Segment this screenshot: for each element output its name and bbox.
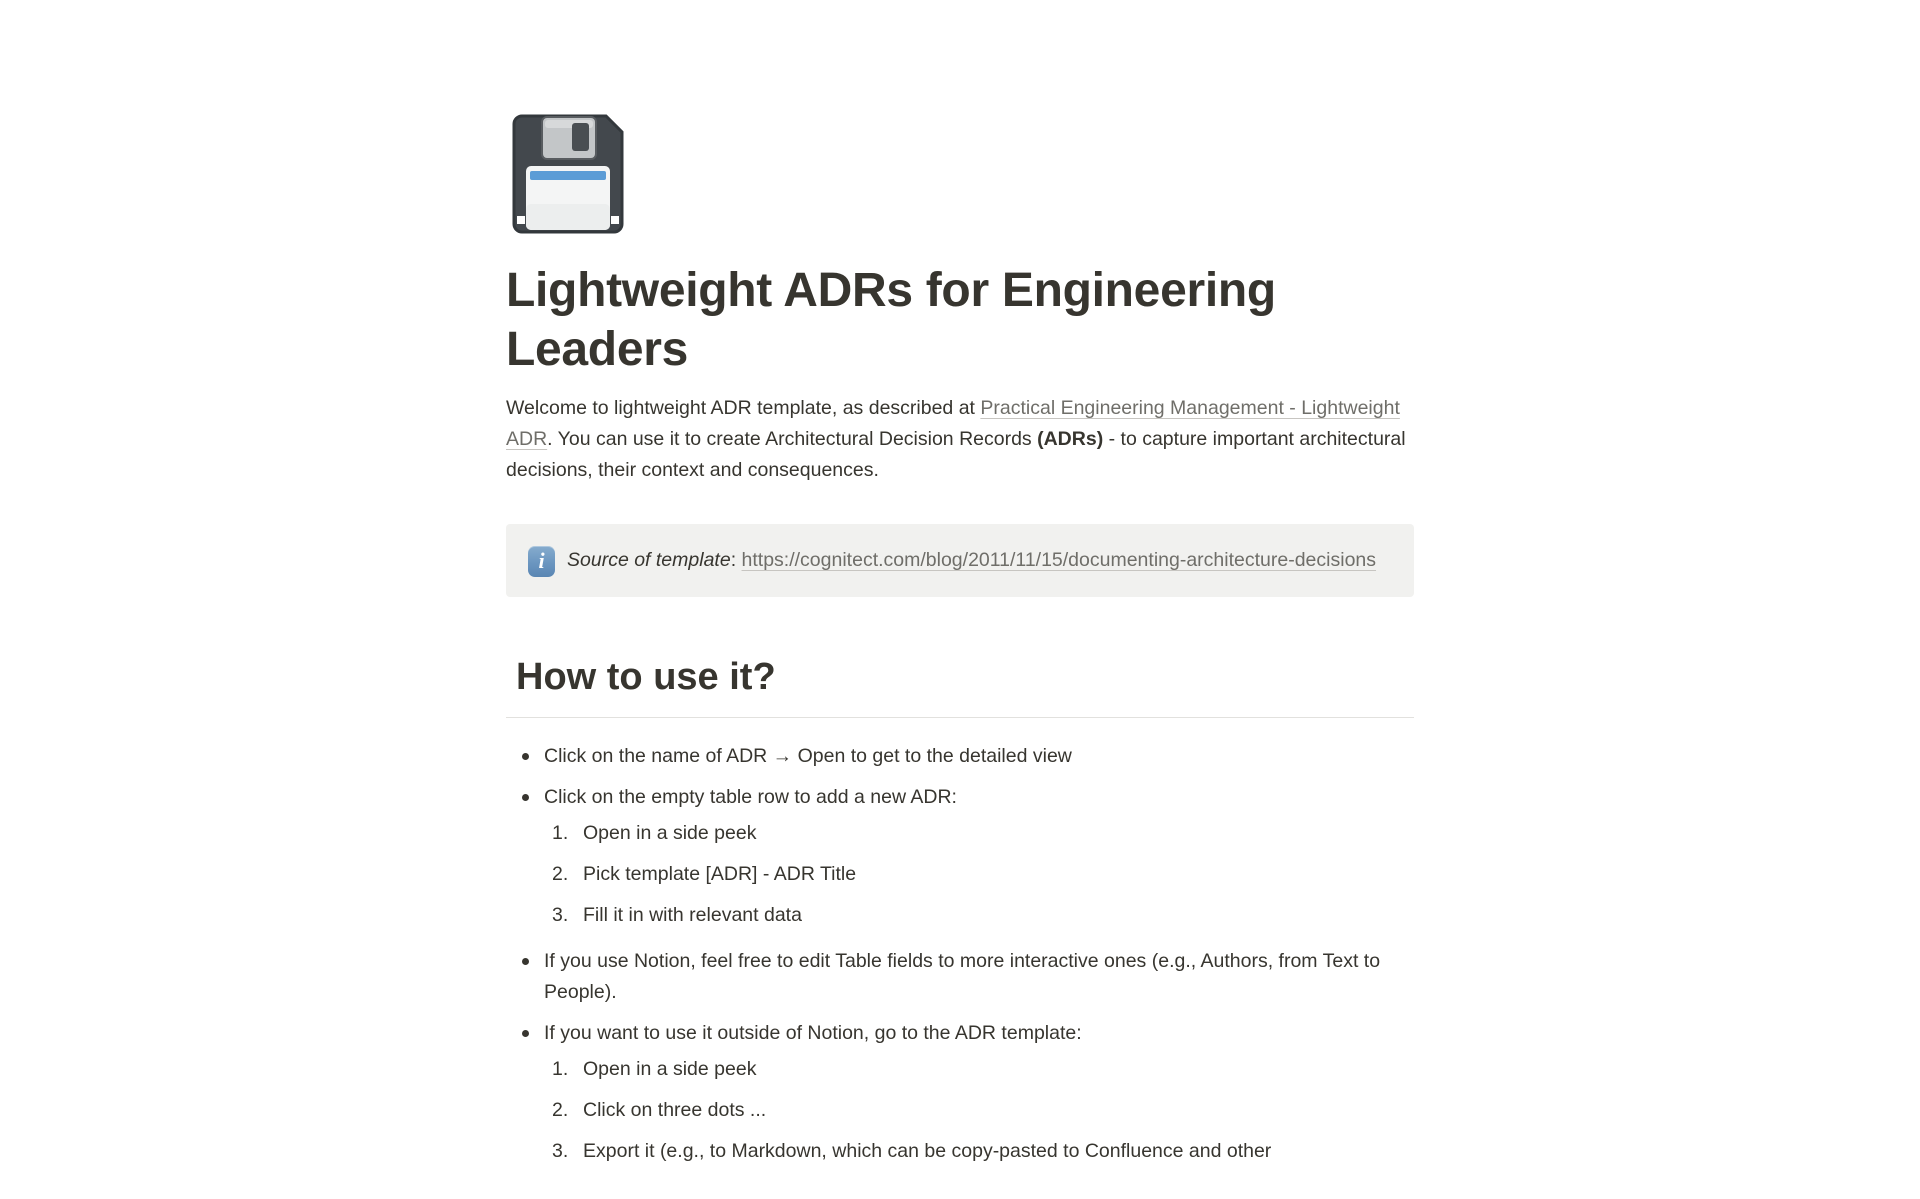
step-item bbox=[544, 1090, 1414, 1131]
step-item bbox=[544, 1131, 1414, 1172]
step-item-text: Fill it in with relevant data bbox=[583, 904, 802, 927]
step-item bbox=[544, 895, 1414, 936]
page-icon-floppy-disk[interactable] bbox=[512, 114, 624, 234]
page-title: Lightweight ADRs for Engineering Leaders bbox=[506, 264, 1276, 376]
section-heading-how-to-use-it: How to use it? bbox=[516, 656, 776, 699]
step-item bbox=[544, 854, 1414, 895]
information-icon bbox=[528, 546, 555, 577]
step-item-text: Open in a side peek bbox=[583, 1058, 757, 1081]
list-item-text: If you want to use it outside of Notion, go to the ADR template: bbox=[544, 1022, 1082, 1045]
numbered-steps bbox=[544, 813, 1414, 936]
list-item bbox=[506, 1013, 1414, 1177]
callout-text bbox=[567, 544, 1376, 577]
step-item-text: Pick template [ADR] - ADR Title bbox=[583, 863, 857, 886]
callout-colon: : bbox=[730, 549, 742, 572]
intro-paragraph bbox=[506, 393, 1414, 486]
intro-text-1: Welcome to lightweight ADR template, as described at bbox=[506, 397, 981, 420]
how-to-list bbox=[506, 736, 1414, 1177]
numbered-steps bbox=[544, 1049, 1414, 1172]
notion-page bbox=[506, 114, 1414, 1177]
step-item-text: Export it (e.g., to Markdown, which can be copy-pasted to Confluence and other bbox=[583, 1140, 1272, 1163]
list-item-text: Click on the empty table row to add a new ADR: bbox=[544, 786, 957, 809]
step-item bbox=[544, 813, 1414, 854]
step-item-text: Open in a side peek bbox=[583, 822, 757, 845]
information-icon-glyph: i bbox=[538, 547, 545, 573]
callout-label: Source of template bbox=[567, 549, 731, 572]
list-item bbox=[506, 736, 1414, 777]
floppy-disk-icon bbox=[512, 114, 624, 234]
callout-source-link[interactable]: https://cognitect.com/blog/2011/11/15/documenting-architecture-decisions bbox=[741, 549, 1377, 572]
step-item bbox=[544, 1049, 1414, 1090]
list-item-text: Click on the name of ADR → Open to get to the detailed view bbox=[544, 745, 1072, 768]
step-item-text: Click on three dots ... bbox=[583, 1099, 767, 1122]
list-item bbox=[506, 941, 1414, 1013]
intro-text-3: - to capture important architectural decisions, their context and consequences. bbox=[506, 428, 1406, 482]
divider bbox=[506, 717, 1414, 718]
source-callout bbox=[506, 524, 1414, 597]
list-item-text: If you use Notion, feel free to edit Table fields to more interactive ones (e.g., Authors, from Text to People). bbox=[544, 950, 1381, 1004]
intro-bold-adrs: (ADRs) bbox=[1037, 428, 1104, 451]
intro-link-practical-engineering-management[interactable]: Practical Engineering Management - Lightweight ADR bbox=[506, 397, 1400, 451]
intro-text-2: . You can use it to create Architectural Decision Records bbox=[547, 428, 1038, 451]
list-item bbox=[506, 777, 1414, 941]
